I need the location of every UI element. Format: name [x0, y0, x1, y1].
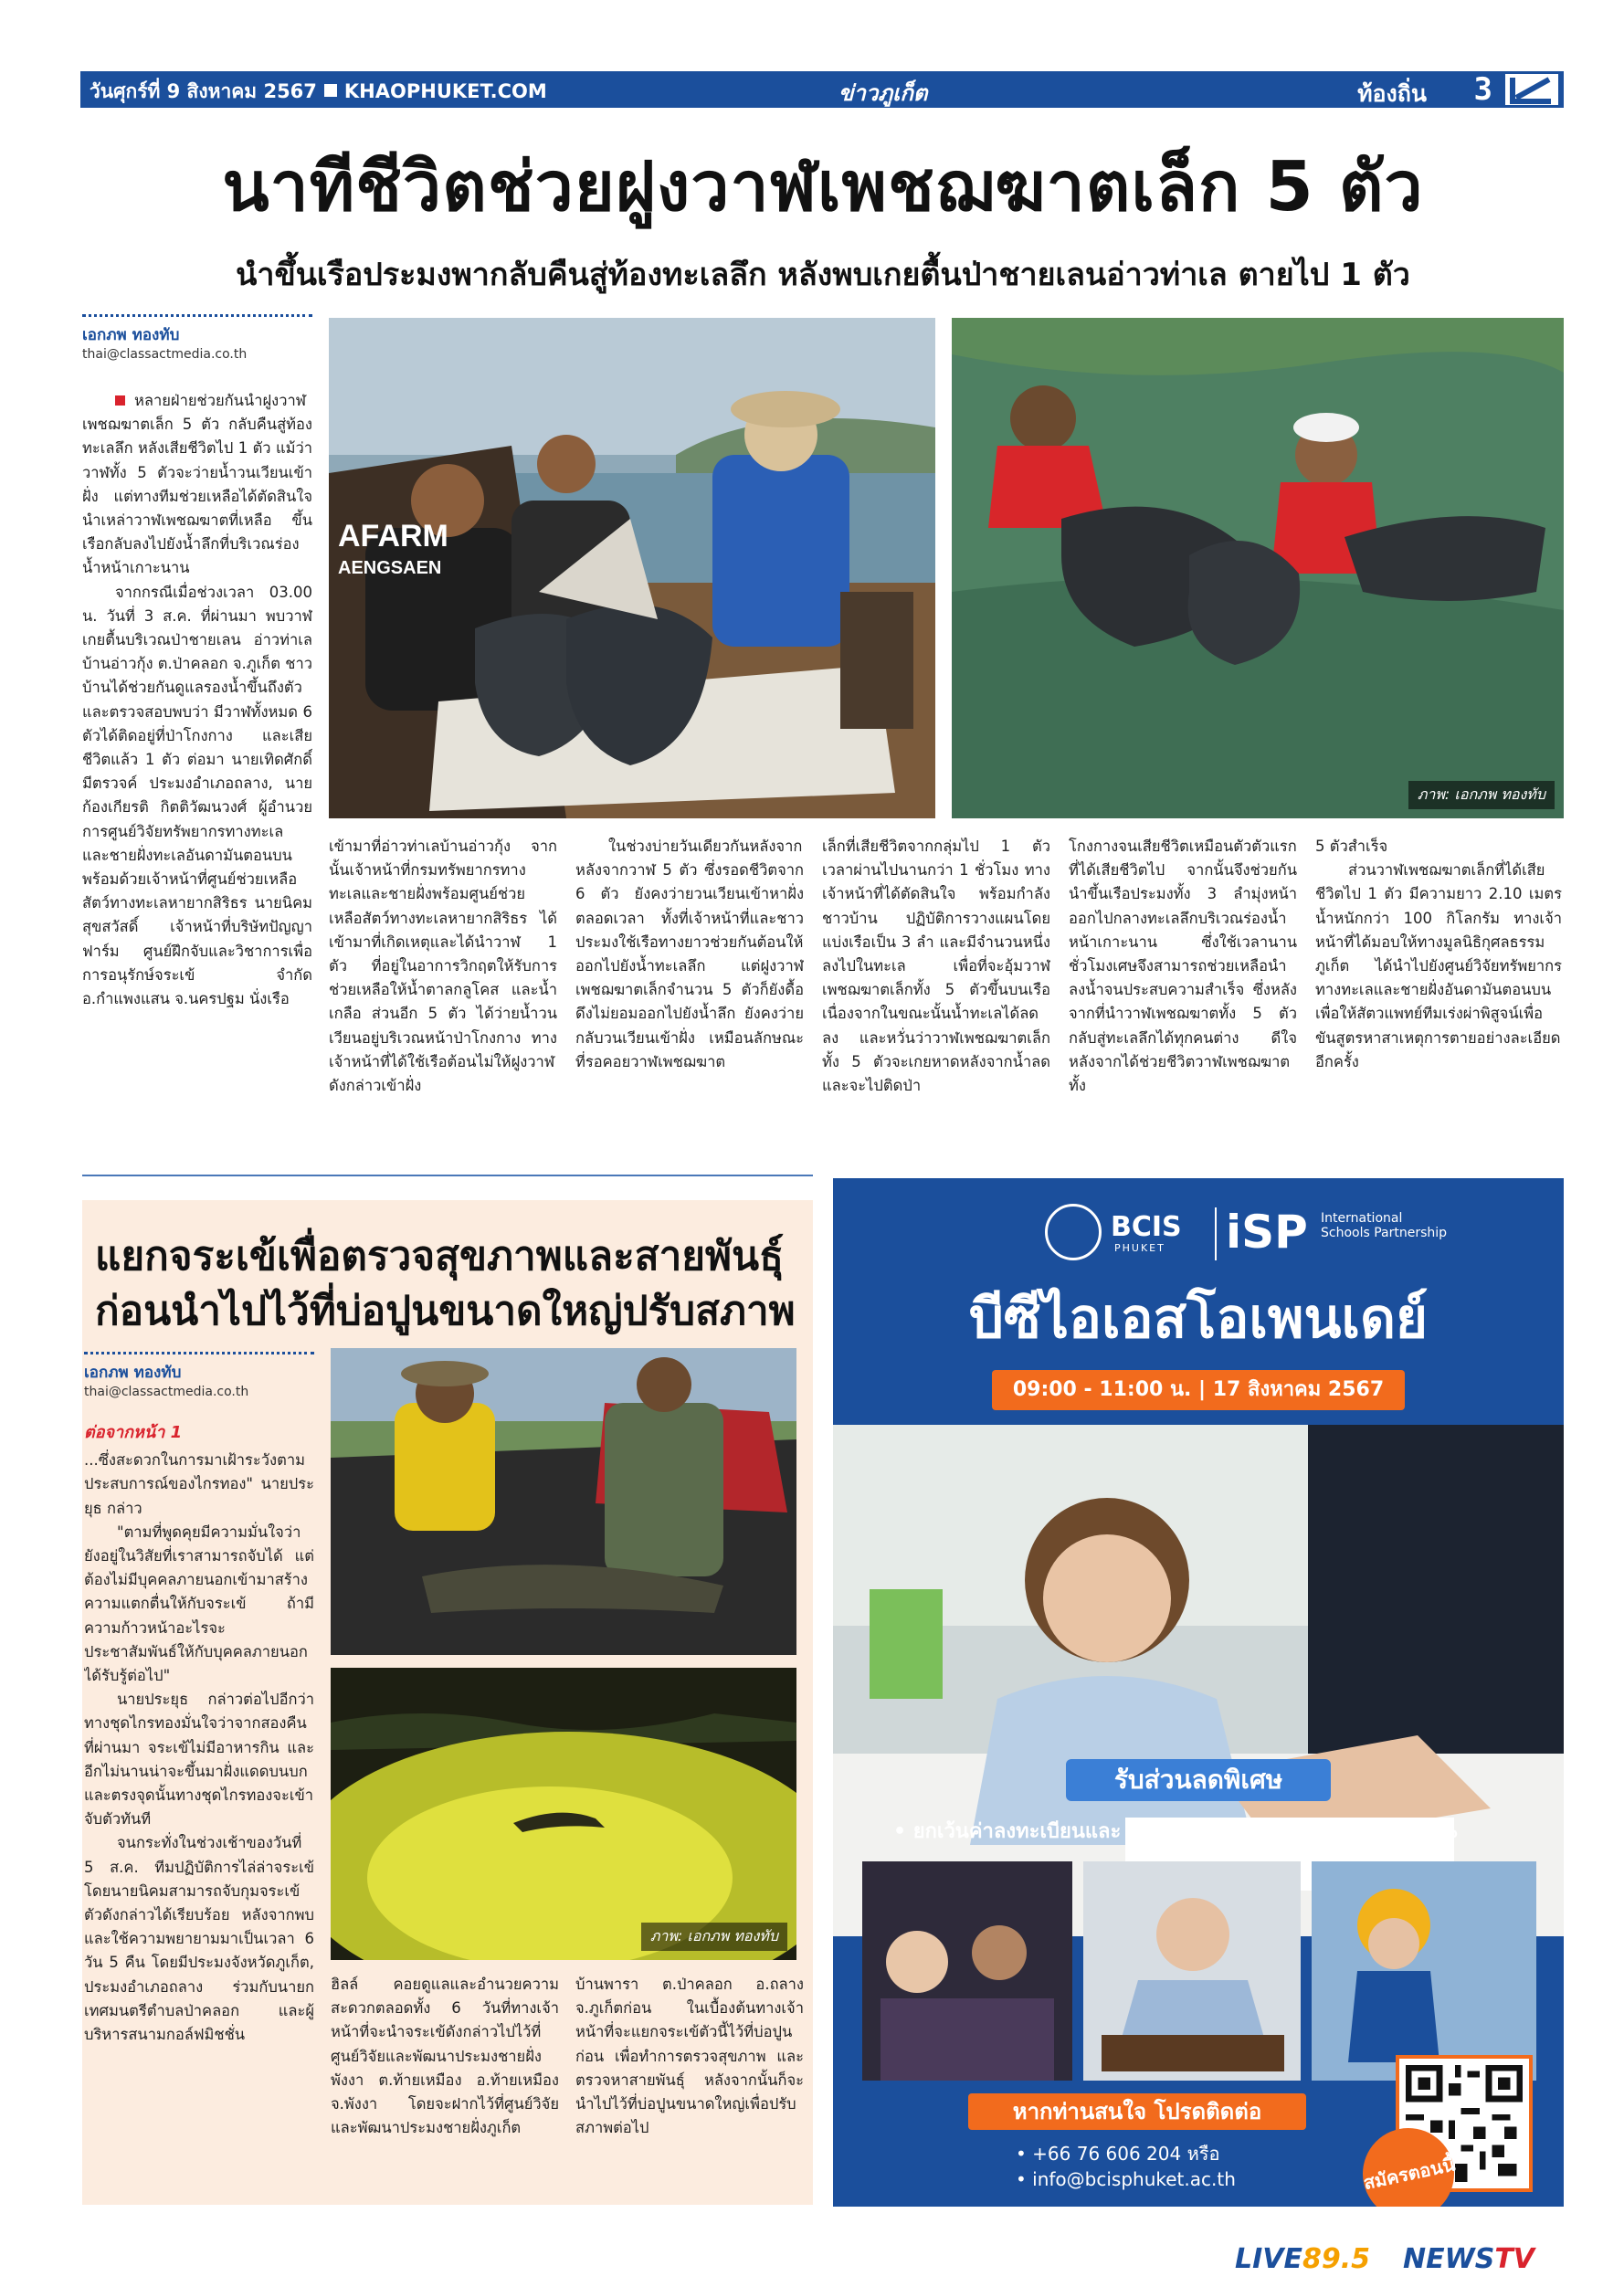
contact-phone[interactable]: • +66 76 606 204 หรือ — [1016, 2143, 1220, 2165]
story2-headline — [95, 1229, 807, 1339]
ad-thumb-chess — [1083, 1861, 1301, 2081]
perk-registration: • ยกเว้นค่าลงทะเบียนและ — [893, 1820, 1122, 1843]
discount-badge: รับส่วนลดพิเศษ — [1066, 1759, 1331, 1801]
author-name: เอกภพ ทองทับ — [84, 1364, 182, 1382]
shirt-print: AFARM — [338, 519, 448, 553]
main-headline: นาทีชีวิตช่วยฝูงวาฬเพชฌฆาตเล็ก 5 ตัว — [222, 146, 1424, 227]
story2-column-2 — [331, 1973, 559, 2203]
story2-column-3 — [575, 1973, 804, 2203]
story2-byline — [84, 1352, 314, 1399]
photo-credit: ภาพ: เอกภพ ทองทับ — [1408, 781, 1555, 809]
photo-crocodile-truck — [331, 1348, 796, 1655]
story1-column-3 — [575, 835, 804, 1176]
photo-whales-on-boat — [329, 318, 935, 818]
apply-now-badge[interactable]: สมัครตอนนี้ — [1355, 2120, 1463, 2207]
story1-column-4 — [822, 835, 1050, 1176]
photo-whales-in-water — [952, 318, 1564, 818]
story1-column-6 — [1315, 835, 1562, 1176]
separator-square — [324, 84, 337, 97]
paragraph: บ้านพารา ต.ป่าคลอก อ.ถลาง จ.ภูเก็ตก่อน ในเบื้องต้นทางเจ้าหน้าที่จะแยกจระเข้ตัวนี้ไว้ที่บ่อปูนก่อน เพื่อทำการตรวจสุขภาพ และตรวจหาสายพันธุ์ หลังจากนั้นก็จะนำไปไว้ที่บ่อปูนขนาดใหญ่เพื่อปรับสภาพต่อไป — [575, 1976, 804, 2137]
continued-from-label: ต่อจากหน้า 1 — [84, 1423, 183, 1442]
story1-column-1 — [82, 389, 312, 1175]
shirt-print-2: AENGSAEN — [338, 558, 442, 578]
story1-column-2 — [329, 835, 557, 1176]
page-header-bar — [80, 71, 1564, 108]
site-url[interactable]: KHAOPHUKET.COM — [343, 80, 547, 102]
main-subheadline: นำขึ้นเรือประมงพากลับคืนสู่ท้องทะเลลึก หลังพบเกยตื้นป่าชายเลนอ่าวท่าเล ตายไป 1 ตัว — [236, 257, 1410, 293]
live-radio-logo: LIVE89.5 — [1235, 2243, 1371, 2275]
brand-divider — [1215, 1207, 1217, 1260]
ad-title: บีซีไอเอสโอเพนเดย์ — [968, 1287, 1429, 1351]
story2-column-1 — [84, 1421, 314, 2203]
author-name: เอกภพ ทองทับ — [82, 326, 180, 344]
contact-email[interactable]: • info@bcisphuket.ac.th — [1016, 2168, 1236, 2190]
section-name: ท้องถิ่น — [1357, 80, 1427, 107]
photo-crocodile-night — [331, 1668, 796, 1960]
author-email[interactable]: thai@classactmedia.co.th — [82, 347, 248, 362]
paragraph: ฮิลล์ คอยดูแลและอำนวยความสะดวกตลอดทั้ง 6 วันที่ทางเจ้าหน้าที่จะนำจระเข้ดังกล่าวไปไว้ที่ศูนย์วิจัยและพัฒนาประมงชายฝั่งพังงา ต.ท้ายเหมือง อ.ท้ายเหมือง จ.พังงา โดยจะฝากไว้ที่ศูนย์วิจัยและพัฒนาประมงชายฝั่งภูเก็ต — [331, 1976, 559, 2137]
bullet-marker — [115, 395, 125, 406]
photo-credit: ภาพ: เอกภพ ทองทับ — [641, 1923, 787, 1951]
paragraph: เข้ามาที่อ่าวท่าเลบ้านอ่าวกุ้ง จากนั้นเจ้าหน้าที่กรมทรัพยากรทางทะเลและชายฝั่งพร้อมศูนย์ช่วยเหลือสัตว์ทางทะเลหายากสิริธร ได้เข้ามาที่เกิดเหตุและได้นำวาฬ 1 ตัว ที่อยู่ในอาการวิกฤตให้รับการช่วยเหลือให้น้ำตาลกลูโคส และน้ำเกลือ ส่วนอีก 5 ตัว ได้ว่ายน้ำวนเวียนอยู่บริเวณหน้าป่าโกงกาง ทางเจ้าหน้าที่ได้ใช้เรือต้อนไม่ให้ฝูงวาฬดังกล่าวเข้าฝั่ง — [329, 838, 557, 1095]
news-tv-logo: NEWSTV — [1403, 2243, 1534, 2275]
paragraph: ในช่วงบ่ายวันเดียวกันหลังจากหลังจากวาฬ 5 ตัว ซึ่งรอดชีวิตจาก 6 ตัว ยังคงว่ายวนเวียนเข้าหาฝั่งตลอดเวลา ทั้งที่เจ้าหน้าที่และชาวประมงใช้เรือทางยาวช่วยกันต้อนให้ออกไปยังน้ำทะเลลึก แต่ฝูงวาฬเพชฌฆาตเล็กจำนวน 5 ตัวก็ยังดื้อดึงไม่ยอมออกไปยังน้ำลึก ยังคงว่ายกลับวนเวียนเข้าฝั่ง เหมือนลักษณะที่รอคอยวาฬเพชฌฆาต — [575, 838, 804, 1070]
byline-rule — [82, 314, 312, 317]
paragraph: "ตามที่พูดคุยมีความมั่นใจว่ายังอยู่ในวิสัยที่เราสามารถจับได้ แต่ต้องไม่มีบุคคลภายนอกเข้ามาสร้างความแตกตื่นให้กับจระเข้ ถ้ามีความก้าวหน้าอะไรจะประชาสัมพันธ์ให้กับบุคคลภายนอกได้รับรู้ต่อไป" — [84, 1523, 314, 1685]
paragraph: จากกรณีเมื่อช่วงเวลา 03.00 น. วันที่ 3 ส.ค. ที่ผ่านมา พบวาฬเกยตื้นบริเวณป่าชายเลน อ่าวท่าเล บ้านอ่าวกุ้ง ต.ป่าคลอก จ.ภูเก็ต ชาวบ้านได้ช่วยกันดูแลรองน้ำขึ้นถึงตัว และตรวจสอบพบว่า มีวาฬทั้งหมด 6 ตัวได้ติดอยู่ที่ป่าโกงกาง และเสียชีวิตแล้ว 1 ตัว ต่อมา นายเทิดศักดิ์ มีตรวจค์ ประมงอำเภอถลาง, นายก้องเกียรติ กิตติวัฒนวงศ์ ผู้อำนวยการศูนย์วิจัยทรัพยากรทางทะเล และชายฝั่งทะเลอันดามันตอนบน พร้อมด้วยเจ้าหน้าที่ศูนย์ช่วยเหลือสัตว์ทางทะเลหายากสิริธร นายนิคม สุขสวัสดิ์ เจ้าหน้าที่บริษัทปัญญาฟาร์ม ศูนย์ฝึกจับและวิชาการเพื่อการอนุรักษ์จระเข้ จำกัด อ.กำแพงแสน จ.นครปฐม นั่งเรือ — [82, 583, 312, 1008]
paragraph: ...ซึ่งสะดวกในการมาเฝ้าระวังตามประสบการณ์ของไกรทอง" นายประยุธ กล่าว — [84, 1451, 314, 1517]
issue-date: วันศุกร์ที่ 9 สิงหาคม 2567 KHAOPHUKET.COM — [90, 80, 547, 102]
paragraph: ส่วนวาฬเพชฌฆาตเล็กที่ได้เสียชีวิตไป 1 ตัว มีความยาว 2.10 เมตร น้ำหนักกว่า 100 กิโลกรัม ทางเจ้าหน้าที่ได้มอบให้ทางมูลนิธิกุศลธรรมภูเก็ต ได้นำไปยังศูนย์วิจัยทรัพยากรทางทะเลและชายฝั่งอันดามันตอนบน เพื่อให้สัตวแพทย์ทีมเร่งผ่าพิสูจน์เพื่อขันสูตรหาสาเหตุการตายอย่างละเอียดอีกครั้ง — [1315, 861, 1562, 1070]
byline-rule — [84, 1352, 314, 1354]
paragraph: โกงกางจนเสียชีวิตเหมือนตัวตัวแรกที่ได้เสียชีวิตไป จากนั้นจึงช่วยกันนำขึ้นเรือประมงทั้ง 3 ลำมุ่งหน้าออกไปกลางทะเลลึกบริเวณร่องน้ำหน้าเกาะนาน ซึ่งใช้เวลานานชั่วโมงเศษจึงสามารถช่วยเหลือนำลงน้ำจนประสบความสำเร็จ ซึ่งหลังจากที่นำวาฬเพชฌฆาตทั้ง 5 ตัว กลับสู่ทะเลลึกได้ทุกคนต่าง ดีใจ หลังจากได้ช่วยชีวิตวาฬเพชฌฆาตทั้ง — [1069, 838, 1297, 1095]
paragraph: นายประยุธ กล่าวต่อไปอีกว่า ทางชุดไกรทองมั่นใจว่าจากสองคืนที่ผ่านมา จระเข้ไม่มีอาหารกิน และอีกไม่นานน่าจะขึ้นมาฝั่งแดดบนบก และตรงจุดนั้นทางชุดไกรทองจะเข้าจับตัวทันที — [84, 1691, 314, 1829]
globe-icon — [1045, 1204, 1102, 1260]
paragraph: 5 ตัวสำเร็จ — [1315, 838, 1388, 855]
corner-arrow-icon — [1505, 74, 1558, 105]
author-email[interactable]: thai@classactmedia.co.th — [84, 1385, 249, 1399]
newspaper-logo: ข่าวภูเก็ต — [838, 79, 928, 106]
story1-byline — [82, 314, 312, 362]
ad-time-bar: 09:00 - 11:00 น. | 17 สิงหาคม 2567 — [992, 1370, 1405, 1410]
story-divider — [82, 1175, 813, 1176]
perk-entry-discount: • ส่วนลดค่าแรกเข้า 20% — [1228, 1820, 1458, 1843]
bcis-logo-sub: PHUKET — [1114, 1242, 1165, 1254]
ad-thumb-ski — [1312, 1861, 1536, 2081]
isp-logo-text: iSP — [1226, 1206, 1308, 1259]
isp-description: International Schools Partnership — [1321, 1211, 1448, 1240]
paragraph: เล็กที่เสียชีวิตจากกลุ่มไป 1 ตัว เวลาผ่านไปนานกว่า 1 ชั่วโมง ทางเจ้าหน้าที่ได้ตัดสินใจ พร้อมกำลังชาวบ้าน ปฏิบัติการวางแผนโดยแบ่งเรือเป็น 3 ลำ และมีจำนวนหนึ่งลงไปในทะเล เพื่อที่จะอุ้มวาฬเพชฌฆาตเล็กทั้ง 5 ตัวขึ้นบนเรือ เนื่องจากในขณะนั้นน้ำทะเลได้ลดลง และหวั่นว่าวาฬเพชฌฆาตเล็กทั้ง 5 ตัวจะเกยหาดหลังจากน้ำลด และจะไปติดป่า — [822, 838, 1050, 1095]
story2-headline-line-1: แยกจระเข้เพื่อตรวจสุขภาพและสายพันธุ์ — [95, 1233, 784, 1280]
contact-bar: หากท่านสนใจ โปรดติดต่อ — [968, 2093, 1306, 2130]
bcis-logo-text: BCIS — [1111, 1211, 1182, 1243]
paragraph: จนกระทั่งในช่วงเช้าของวันที่ 5 ส.ค. ทีมปฏิบัติการไล่ล่าจระเข้โดยนายนิคมสามารถจับกุมจระเข้ตัวดังกล่าวได้เรียบร้อย หลังจากพบและใช้ความพยายามมาเป็นเวลา 6 วัน 5 คืน โดยมีประมงจังหวัดภูเก็ต, ประมงอำเภอถลาง ร่วมกับนายกเทศมนตรีตำบลป่าคลอก และผู้บริหารสนามกอล์ฟมิชชั่น — [84, 1834, 314, 2044]
story1-column-5 — [1069, 835, 1297, 1176]
page-number: 3 — [1473, 71, 1492, 108]
story2-headline-line-2: ก่อนนำไปไว้ที่บ่อปูนขนาดใหญ่ปรับสภาพ — [95, 1288, 796, 1334]
bcis-open-day-ad[interactable] — [833, 1178, 1564, 2207]
paragraph: หลายฝ่ายช่วยกันนำฝูงวาฬเพชฌฆาตเล็ก 5 ตัว กลับคืนสู่ท้องทะเลลึก หลังเสียชีวิตไป 1 ตัว แม้ว่าวาฬทั้ง 5 ตัวจะว่ายน้ำวนเวียนเข้าฝั่ง แต่ทางทีมช่วยเหลือได้ตัดสินใจนำเหล่าวาฬเพชฌฆาตที่เหลือ ขึ้นเรือกลับลงไปยังน้ำลึกที่บริเวณร่องน้ำหน้าเกาะนาน — [82, 392, 312, 577]
ad-thumb-cinema — [862, 1861, 1072, 2081]
ad-hero-photo — [833, 1425, 1564, 1936]
